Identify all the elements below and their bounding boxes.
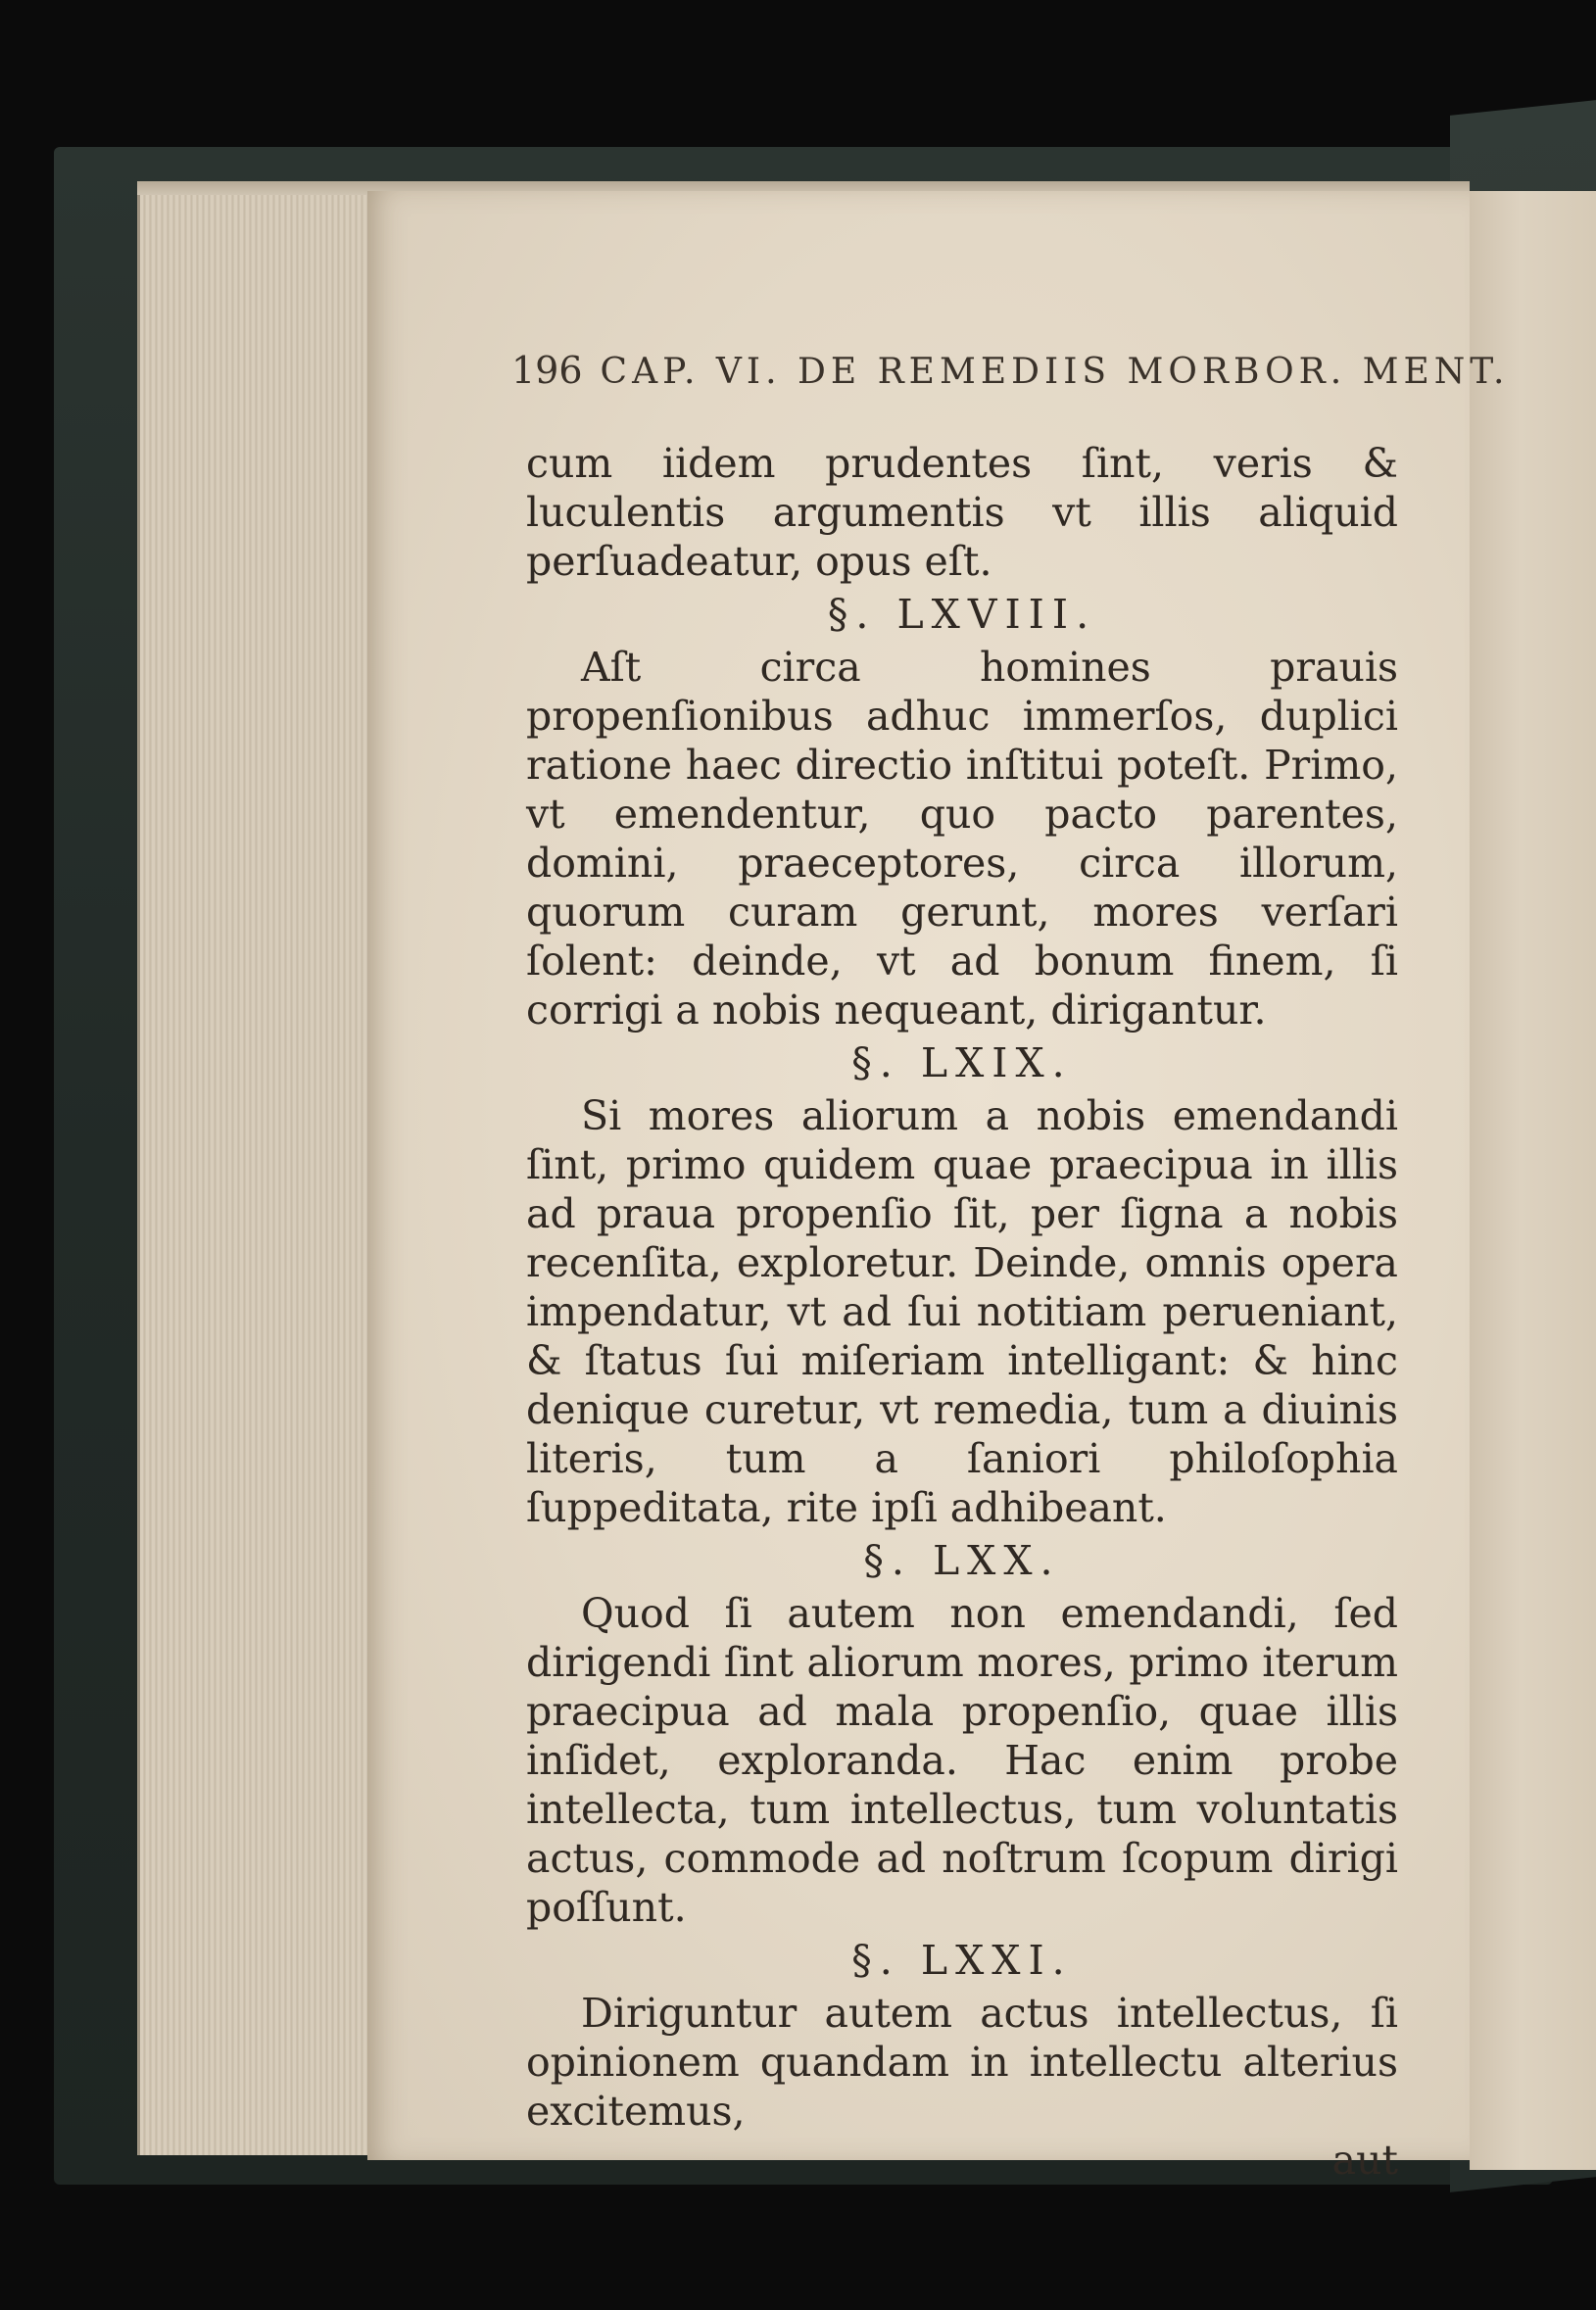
section-heading: §. LXX. — [863, 1537, 1061, 1584]
section-heading: §. LXIX. — [851, 1039, 1073, 1086]
facing-page-edge — [1470, 191, 1596, 2170]
paragraph: cum iidem prudentes ſint, veris & luculentis argumentis vt illis aliquid perſuadeatur, opus eſt. — [526, 440, 1398, 585]
paragraph: Diriguntur autem actus intellectus, ſi opinionem quandam in intellectu alterius excitemus, — [526, 1990, 1398, 2135]
page-number: 196 — [511, 349, 583, 392]
page-edges — [137, 186, 375, 2155]
paragraph: Si mores aliorum a nobis emendandi ſint, primo quidem quae praecipua in illis ad praua propenſio ſit, per ſigna a nobis recenſita, exploretur. Deinde, omnis opera impendatur, vt ad ſui notitiam perueniant, & ſtatus ſui miſeriam intelligant: & hinc denique curetur, vt remedia, tum a diuinis literis, tum a ſaniori philoſophia ſuppeditata, rite ipſi adhibeant. — [526, 1092, 1398, 1531]
paragraph: Quod ſi autem non emendandi, ſed dirigendi ſint aliorum mores, primo iterum praecipua ad mala propenſio, quae illis inſidet, exploranda. Hac enim probe intellecta, tum intellectus, tum voluntatis actus, commode ad noſtrum ſcopum dirigi poſſunt. — [526, 1590, 1398, 1931]
section-heading: §. LXVIII. — [827, 591, 1097, 638]
catchword: aut — [1331, 2137, 1398, 2184]
paragraph: Aſt circa homines prauis propenſionibus adhuc immerſos, duplici ratione haec directio inſtitui poteſt. Primo, vt emendentur, quo pacto parentes, domini, praeceptores, circa illorum, quorum curam gerunt, mores verſari ſolent: deinde, vt ad bonum finem, ſi corrigi a nobis nequeant, dirigantur. — [526, 644, 1398, 1034]
section-heading: §. LXXI. — [851, 1937, 1073, 1984]
running-title: CAP. VI. DE REMEDIIS MORBOR. MENT. — [600, 352, 1510, 392]
running-header — [511, 349, 1510, 392]
page-text — [526, 439, 1398, 2185]
